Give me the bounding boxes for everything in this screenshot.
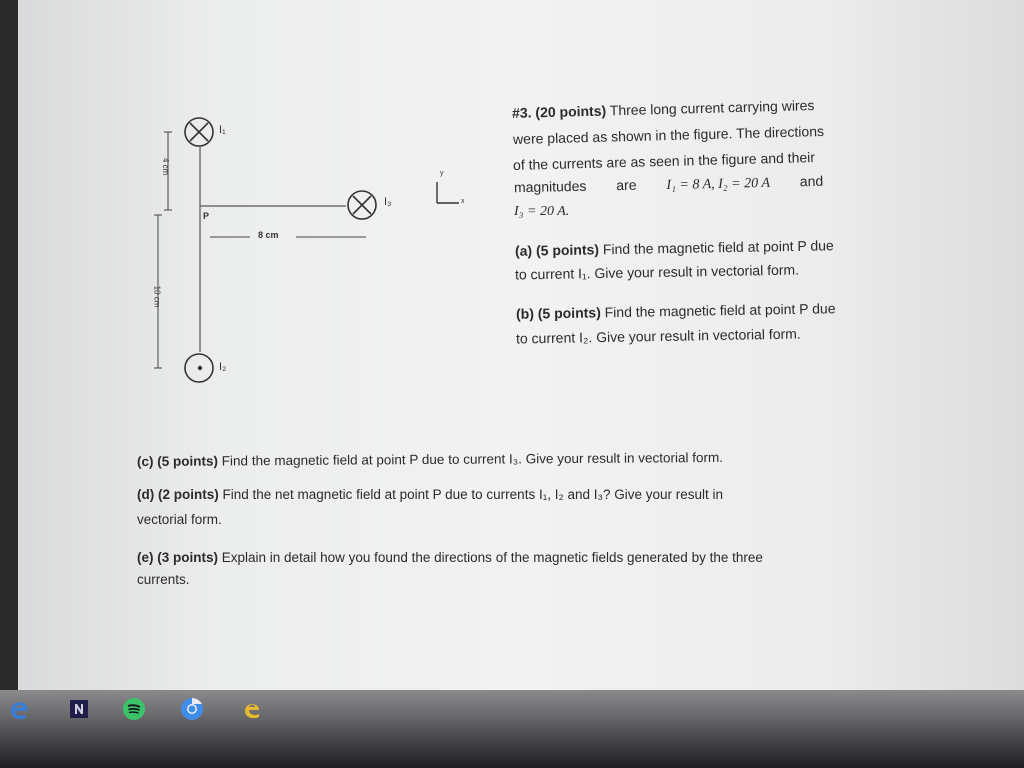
onenote-icon[interactable] <box>66 696 92 722</box>
part-d-line-2: vectorial form. <box>137 512 222 527</box>
wire-i1-into-page-symbol <box>185 118 213 146</box>
part-e-line-2: currents. <box>137 572 190 587</box>
part-b-label: (b) (5 points) <box>515 304 601 322</box>
wire-i2-out-of-page-symbol <box>185 354 213 382</box>
magnitudes-word: magnitudes <box>513 177 587 196</box>
problem-heading: #3. <box>511 104 532 121</box>
part-d-text: Find the net magnetic field at point P due to currents I₁, I₂ and I₃? Give your result in <box>222 487 724 502</box>
label-i3: I₃ <box>384 196 392 208</box>
problem-line-5: I₃ = 20 A. <box>514 204 570 219</box>
problem-line-3: of the currents are as seen in the figure and their <box>512 149 816 173</box>
taskbar <box>0 690 1024 768</box>
label-point-p: P <box>203 211 210 221</box>
edge-icon[interactable] <box>6 696 32 722</box>
are-word: are <box>616 176 637 194</box>
problem-intro-1: Three long current carrying wires <box>609 97 815 119</box>
coordinate-axes <box>437 182 459 203</box>
and-word: and <box>799 172 824 190</box>
label-10cm: 10 cm <box>152 285 162 308</box>
part-a-text-1: Find the magnetic field at point P due <box>602 237 834 258</box>
axis-y-label: y <box>440 170 444 177</box>
part-c-label: (c) (5 points) <box>136 453 219 470</box>
label-i1: I₁ <box>219 124 226 136</box>
part-c-text: Find the magnetic field at point P due to current I₃. Give your result in vectorial form. <box>221 449 724 469</box>
wire-i3-into-page-symbol <box>348 191 376 219</box>
problem-points: (20 points) <box>535 102 607 121</box>
ie-icon[interactable] <box>239 696 265 722</box>
chrome-icon[interactable] <box>179 696 205 722</box>
problem-line-2: were placed as shown in the figure. The directions <box>512 122 825 148</box>
magnitudes-values: I₁ = 8 A, I₂ = 20 A <box>666 175 771 194</box>
part-a-line-2: to current I₁. Give your result in vectorial form. <box>514 261 800 283</box>
part-e-line-1 <box>137 550 763 565</box>
label-8cm: 8 cm <box>258 230 279 240</box>
part-e-text: Explain in detail how you found the directions of the magnetic fields generated by the three <box>221 550 763 565</box>
part-b-text-1: Find the magnetic field at point P due <box>604 300 836 321</box>
part-b-line-2: to current I₂. Give your result in vectorial form. <box>515 325 801 347</box>
part-a-label: (a) (5 points) <box>514 241 600 259</box>
label-i2: I₂ <box>219 361 227 373</box>
axis-x-label: x <box>461 198 465 205</box>
part-e-label: (e) (3 points) <box>137 550 218 565</box>
label-4cm: 4 cm <box>161 157 171 176</box>
part-d-label: (d) (2 points) <box>137 487 219 502</box>
spotify-icon[interactable] <box>121 696 147 722</box>
part-d-line-1 <box>137 487 723 502</box>
